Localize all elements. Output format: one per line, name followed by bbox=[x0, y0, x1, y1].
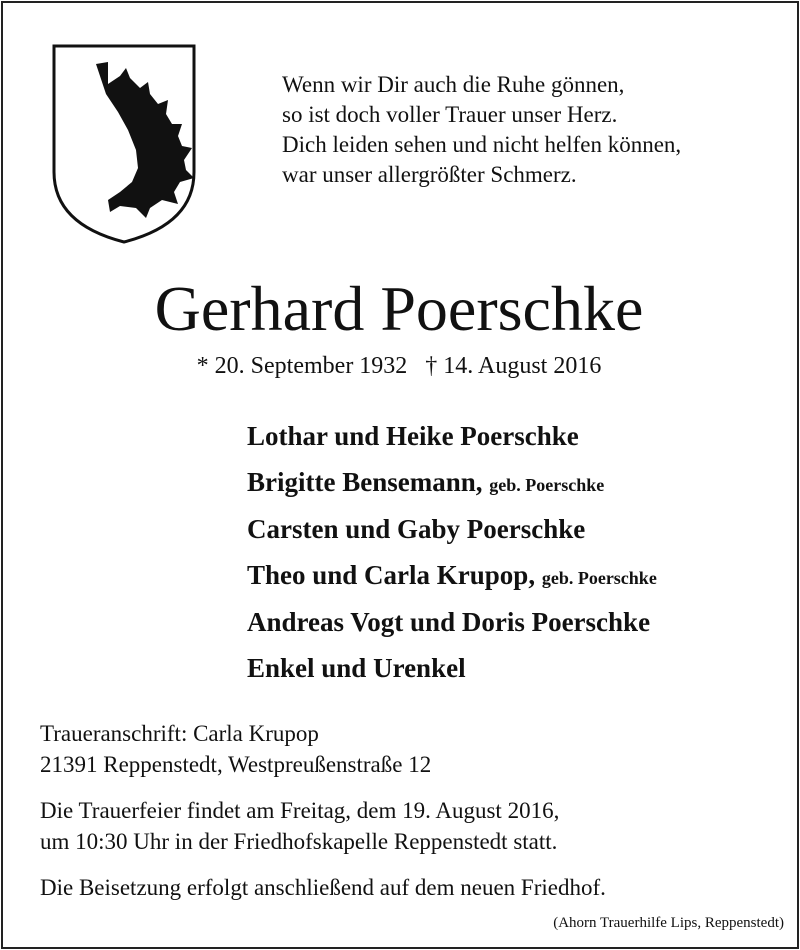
maiden-name: geb. Poerschke bbox=[489, 475, 605, 496]
poem-line: so ist doch voller Trauer unser Herz. bbox=[282, 102, 618, 127]
family-member bbox=[247, 604, 657, 650]
deceased-name: Gerhard Poerschke bbox=[154, 273, 644, 344]
funeral-home-credit: (Ahorn Trauerhilfe Lips, Reppenstedt) bbox=[553, 915, 784, 931]
family-member bbox=[247, 650, 657, 696]
ceremony-line: Die Trauerfeier findet am Freitag, dem 19. August 2016, bbox=[40, 798, 560, 823]
maiden-name: geb. Poerschke bbox=[541, 568, 657, 589]
burial-info: Die Beisetzung erfolgt anschließend auf dem neuen Friedhof. bbox=[40, 875, 606, 900]
family-member bbox=[247, 557, 657, 603]
birth-death-dates: * 20. September 1932 † 14. August 2016 bbox=[196, 353, 602, 379]
family-member-name: Enkel und Urenkel bbox=[247, 652, 466, 683]
ceremony-line: um 10:30 Uhr in der Friedhofskapelle Reppenstedt statt. bbox=[40, 829, 558, 854]
poem bbox=[282, 70, 681, 190]
family-member-name: Theo und Carla Krupop, bbox=[247, 560, 536, 591]
ceremony-info bbox=[40, 795, 559, 857]
poem-line: Dich leiden sehen und nicht helfen können, bbox=[282, 132, 682, 157]
antler-coat-of-arms-icon bbox=[50, 42, 198, 246]
poem-line: Wenn wir Dir auch die Ruhe gönnen, bbox=[282, 72, 625, 97]
family-member-name: Brigitte Bensemann, bbox=[247, 467, 483, 498]
family-member bbox=[247, 418, 657, 464]
poem-line: war unser allergrößter Schmerz. bbox=[282, 162, 577, 187]
family-member-name: Carsten und Gaby Poerschke bbox=[247, 513, 586, 544]
family-member bbox=[247, 464, 657, 510]
family-member bbox=[247, 511, 657, 557]
family-list bbox=[247, 418, 657, 696]
address-line: Traueranschrift: Carla Krupop bbox=[40, 721, 319, 746]
mourning-address bbox=[40, 718, 431, 780]
address-line: 21391 Reppenstedt, Westpreußenstraße 12 bbox=[40, 752, 432, 777]
family-member-name: Lothar und Heike Poerschke bbox=[247, 421, 579, 451]
family-member-name: Andreas Vogt und Doris Poerschke bbox=[247, 606, 651, 637]
